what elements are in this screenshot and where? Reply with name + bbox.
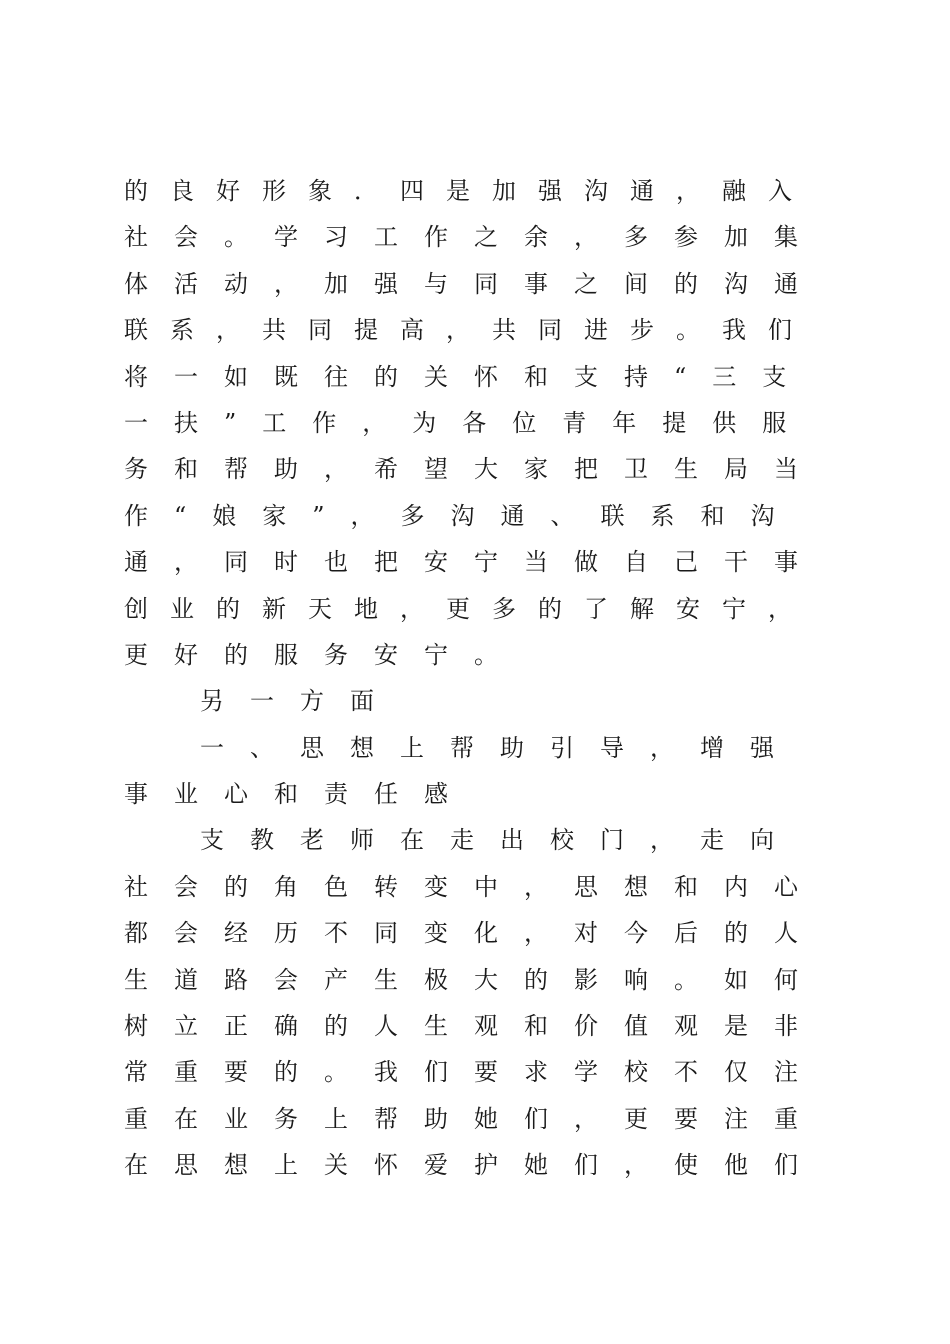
text-line: 一扶”工作，为各位青年提供服 <box>124 408 813 437</box>
text-line: 更好的服务安宁。 <box>124 640 524 669</box>
paragraph-start: 支教老师在走出校门，走向 <box>200 826 800 855</box>
text-line: 重在业务上帮助她们，更要注重 <box>124 1104 824 1133</box>
section-heading: 另一方面 <box>200 687 400 716</box>
text-line: 将一如既往的关怀和支持“三支 <box>124 362 813 391</box>
text-line: 通，同时也把安宁当做自己干事 <box>124 548 824 577</box>
text-line: 社会。学习工作之余，多参加集 <box>124 223 824 252</box>
subsection-heading-cont: 事业心和责任感 <box>124 780 474 809</box>
text-line: 务和帮助，希望大家把卫生局当 <box>124 455 824 484</box>
text-line: 社会的角色转变中，思想和内心 <box>124 872 824 901</box>
text-line: 的良好形象．四是加强沟通，融入 <box>124 177 814 205</box>
text-line: 都会经历不同变化，对今后的人 <box>124 919 824 948</box>
text-line: 常重要的。我们要求学校不仅注 <box>124 1058 824 1087</box>
text-line: 体活动，加强与同事之间的沟通 <box>124 269 824 298</box>
text-line: 树立正确的人生观和价值观是非 <box>124 1012 824 1041</box>
text-line: 联系，共同提高，共同进步。我们 <box>124 316 814 345</box>
text-line: 作“娘家”，多沟通、联系和沟 <box>124 501 801 530</box>
body-text <box>124 168 844 1189</box>
text-line: 生道路会产生极大的影响。如何 <box>124 965 824 994</box>
text-line: 在思想上关怀爱护她们，使他们 <box>124 1151 824 1180</box>
subsection-heading: 一、思想上帮助引导，增强 <box>200 733 800 762</box>
text-line: 创业的新天地，更多的了解安宁， <box>124 594 814 623</box>
